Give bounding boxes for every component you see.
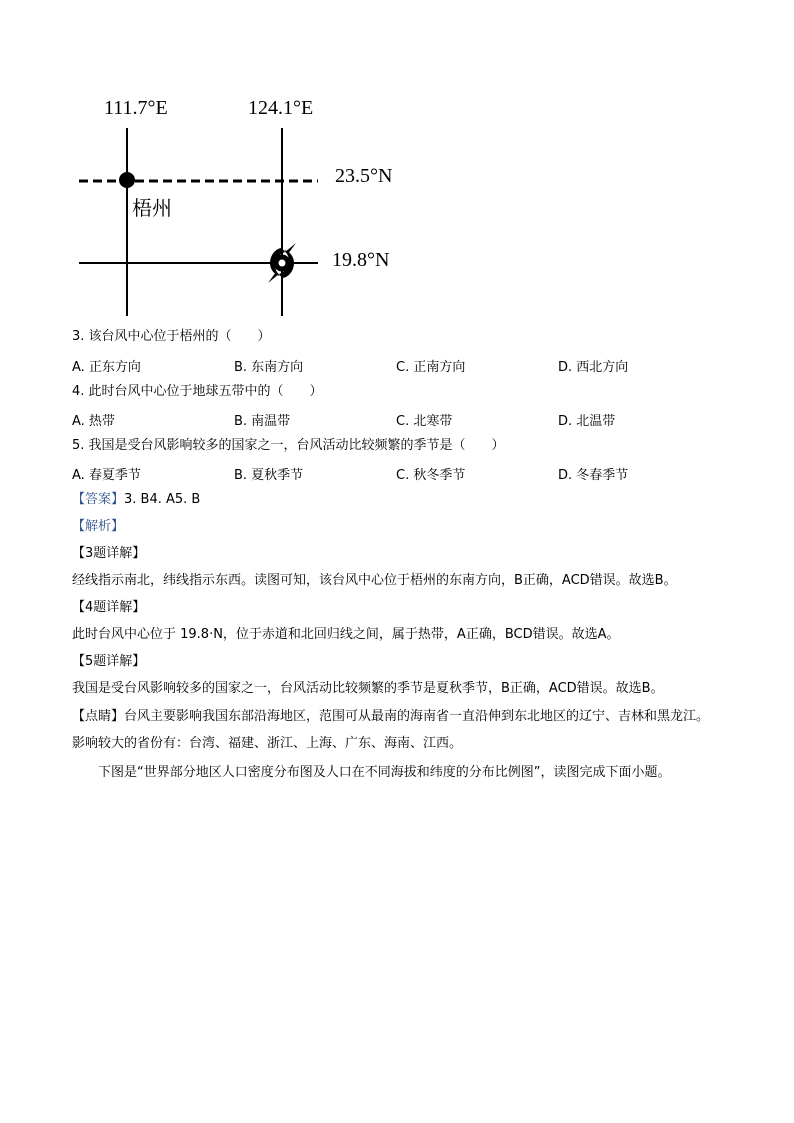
location-diagram [0, 0, 794, 330]
comment-paragraph [72, 703, 722, 757]
detail-4-text: 此时台风中心位于 19.8·N，位于赤道和北回归线之间，属于热带，A正确，BCD错误。故选A。 [72, 627, 620, 642]
comment-label: 【点睛】 [72, 709, 125, 724]
comment-text: 台风主要影响我国东部沿海地区，范围可从最南的海南省一直沿伸到东北地区的辽宁、吉林和黑龙江。影响较大的省份有：台湾、福建、浙江、上海、广东、海南、江西。 [72, 709, 710, 751]
lon-left-label: 111.7°E [104, 97, 168, 119]
q5-option-b: B. 夏秋季节 [234, 468, 304, 483]
q3-option-b: B. 东南方向 [234, 360, 304, 375]
q4-option-c: C. 北寒带 [396, 414, 453, 429]
detail-3-label: 【3题详解】 [72, 546, 146, 561]
detail-4-label: 【4题详解】 [72, 600, 146, 615]
question-5-stem: 5. 我国是受台风影响较多的国家之一，台风活动比较频繁的季节是（ ） [72, 438, 505, 453]
city-dot-icon [119, 172, 135, 188]
answer-text: 3. B4. A5. B [124, 492, 201, 507]
question-4-stem: 4. 此时台风中心位于地球五带中的（ ） [72, 384, 323, 399]
q5-option-a: A. 春夏季节 [72, 468, 141, 483]
typhoon-icon [268, 243, 296, 283]
detail-5-label: 【5题详解】 [72, 654, 146, 669]
detail-5-text: 我国是受台风影响较多的国家之一，台风活动比较频繁的季节是夏秋季节，B正确，ACD错误。故选B。 [72, 681, 664, 696]
answer-line [72, 491, 200, 509]
detail-3-text: 经线指示南北，纬线指示东西。读图可知，该台风中心位于梧州的东南方向，B正确，ACD错误。故选B。 [72, 573, 677, 588]
lon-right-label: 124.1°E [248, 97, 314, 119]
q4-option-d: D. 北温带 [558, 414, 616, 429]
next-question-intro: 下图是“世界部分地区人口密度分布图及人口在不同海拔和纬度的分布比例图”，读图完成下面小题。 [98, 765, 671, 780]
city-label: 梧州 [132, 196, 172, 220]
q4-option-a: A. 热带 [72, 414, 115, 429]
q5-option-c: C. 秋冬季节 [396, 468, 466, 483]
q3-option-a: A. 正东方向 [72, 360, 141, 375]
analysis-label: 【解析】 [72, 519, 125, 534]
question-3-stem: 3. 该台风中心位于梧州的（ ） [72, 329, 271, 344]
lat-bottom-label: 19.8°N [332, 249, 390, 271]
lat-top-label: 23.5°N [335, 165, 393, 187]
answer-label: 【答案】 [72, 492, 125, 507]
q4-option-b: B. 南温带 [234, 414, 291, 429]
q3-option-d: D. 西北方向 [558, 360, 629, 375]
q3-option-c: C. 正南方向 [396, 360, 466, 375]
q5-option-d: D. 冬春季节 [558, 468, 629, 483]
